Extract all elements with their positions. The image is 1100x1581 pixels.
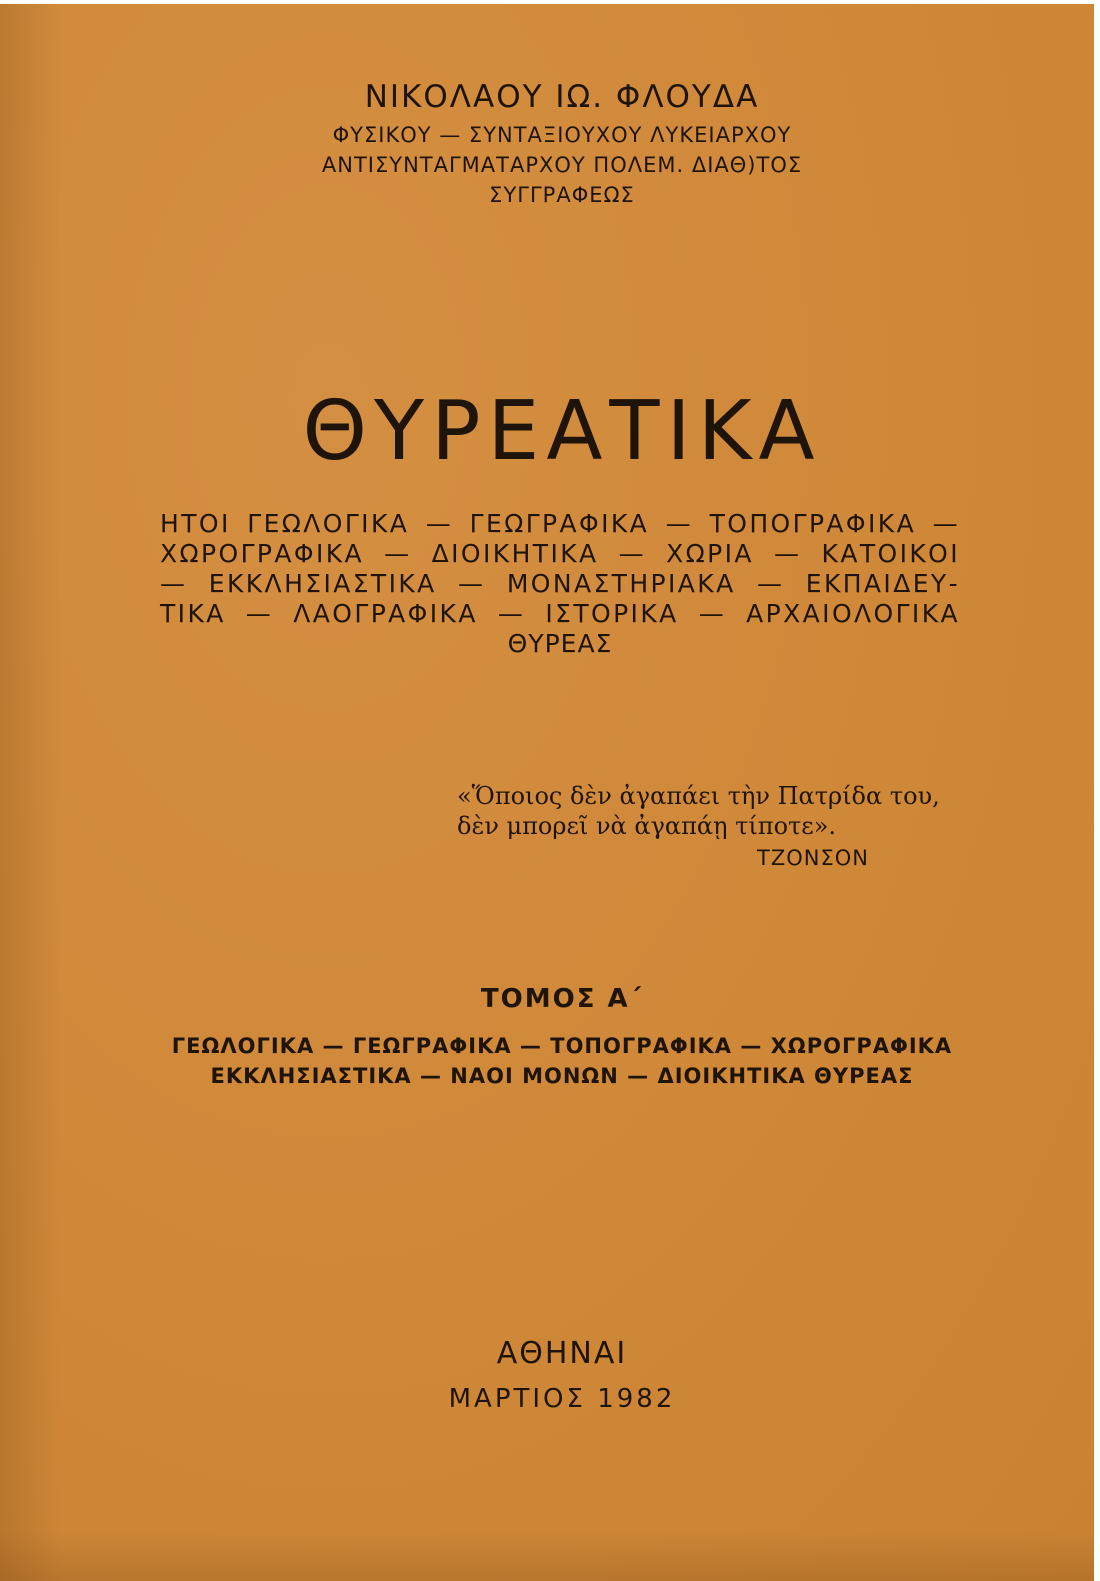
subtitle-line-4: ΤΙΚΑ — ΛΑΟΓΡΑΦΙΚΑ — ΙΣΤΟΡΙΚΑ — ΑΡΧΑΙΟΛΟΓΙΚΑ (160, 599, 960, 628)
book-cover (0, 4, 1094, 1581)
subtitle (160, 509, 960, 659)
book-title: ΘΥΡΕΑΤΙΚΑ (302, 384, 822, 479)
epigraph-line-2: δὲν μπορεῖ νὰ ἀγαπάῃ τίποτε». (457, 812, 837, 840)
volume-contents-line-1: ΓΕΩΛΟΓΙΚΑ — ΓΕΩΓΡΑΦΙΚΑ — ΤΟΠΟΓΡΑΦΙΚΑ — ΧΩΡΟΓΡΑΦΙΚΑ (171, 1034, 953, 1058)
subtitle-line-1: ΗΤΟΙ ΓΕΩΛΟΓΙΚΑ — ΓΕΩΓΡΑΦΙΚΑ — ΤΟΠΟΓΡΑΦΙΚΑ — (160, 509, 960, 538)
volume-label: ΤΟΜΟΣ Α΄ (480, 984, 644, 1014)
epigraph-author: ΤΖΟΝΣΟΝ (757, 846, 869, 870)
author-title-line-3: ΣΥΓΓΡΑΦΕΩΣ (489, 183, 635, 207)
author-title-line-1: ΦΥΣΙΚΟΥ — ΣΥΝΤΑΞΙΟΥΧΟΥ ΛΥΚΕΙΑΡΧΟΥ (332, 123, 792, 147)
subtitle-line-5: ΘΥΡΕΑΣ (507, 629, 613, 658)
author-name: ΝΙΚΟΛΑΟΥ ΙΩ. ΦΛΟΥΔΑ (364, 79, 760, 115)
epigraph (457, 781, 997, 841)
cover-shadow-bottom (0, 1531, 1094, 1581)
epigraph-line-1: «Ὅποιος δὲν ἀγαπάει τὴν Πατρίδα του, (457, 782, 940, 810)
subtitle-line-2: ΧΩΡΟΓΡΑΦΙΚΑ — ΔΙΟΙΚΗΤΙΚΑ — ΧΩΡΙΑ — ΚΑΤΟΙΚΟΙ (160, 539, 960, 568)
publication-place: ΑΘΗΝΑΙ (496, 1336, 628, 1371)
author-title-line-2: ΑΝΤΙΣΥΝΤΑΓΜΑΤΑΡΧΟΥ ΠΟΛΕΜ. ΔΙΑΘ)ΤΟΣ (321, 153, 803, 177)
volume-contents-line-2: ΕΚΚΛΗΣΙΑΣΤΙΚΑ — ΝΑΟΙ ΜΟΝΩΝ — ΔΙΟΙΚΗΤΙΚΑ ΘΥΡΕΑΣ (210, 1064, 914, 1088)
publication-date: ΜΑΡΤΙΟΣ 1982 (448, 1384, 676, 1414)
subtitle-line-3: — ΕΚΚΛΗΣΙΑΣΤΙΚΑ — ΜΟΝΑΣΤΗΡΙΑΚΑ — ΕΚΠΑΙΔΕΥ- (160, 569, 960, 598)
